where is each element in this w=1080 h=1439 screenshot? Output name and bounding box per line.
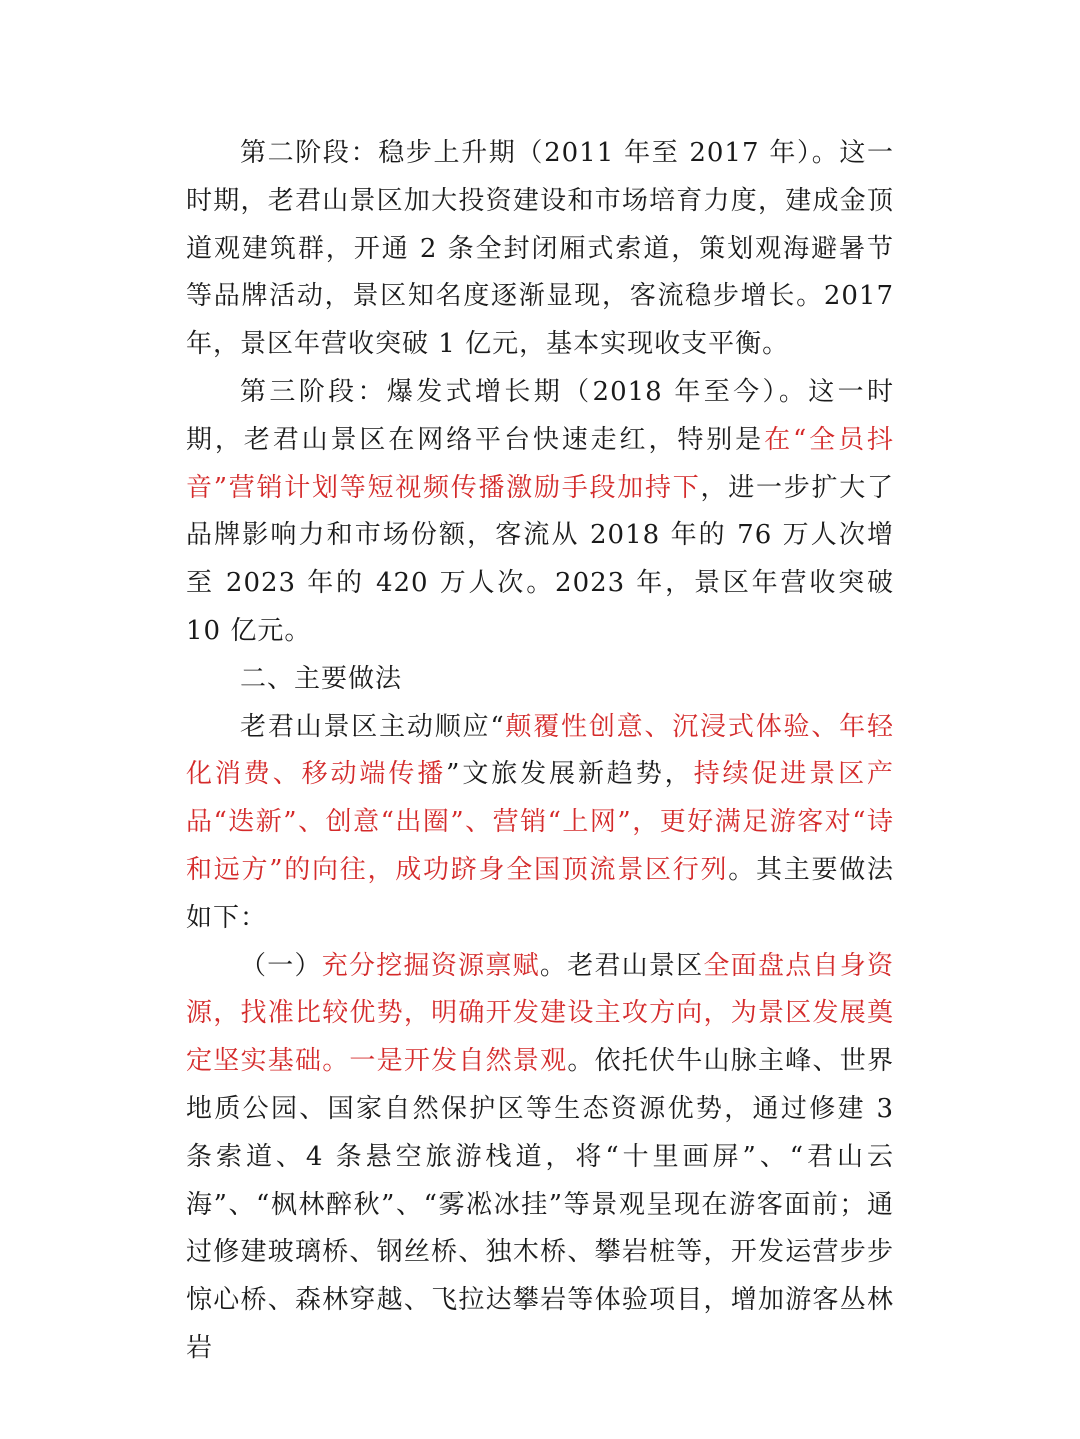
paragraph-text: 。其主要做法如下： (186, 854, 894, 933)
paragraph-stage-three (186, 369, 894, 656)
paragraph-text: ”文旅发展新趋势， (446, 759, 694, 790)
paragraph-stage-two (186, 130, 894, 369)
highlighted-text: 全面盘点自身资源，找准比较优势，明确开发建设主攻方向，为景区发展奠定坚实基础。一是开发自然景观 (186, 950, 894, 1077)
paragraph-text: ，进一步扩大了品牌影响力和市场份额，客流从 2018 年的 76 万人次增至 2023 年的 420 万人次。2023 年，景区年营收突破 10 亿元。 (186, 472, 894, 646)
paragraph-text: 第二阶段：稳步上升期（2011 年至 2017 年）。这一时期，老君山景区加大投资建设和市场培育力度，建成金顶道观建筑群，开通 2 条全封闭厢式索道，策划观海避暑节等品牌活动，景区知名度逐渐显现，客流稳步增长。2017 年，景区年营收突破 1 亿元，基本实现收支平衡。 (186, 138, 894, 360)
paragraph-text: （一） (240, 950, 322, 981)
paragraph-text: 老君山景区主动顺应“ (240, 711, 505, 742)
highlighted-text: 颠覆性创意、沉浸式体验、年轻化消费、移动端传播 (186, 711, 894, 790)
paragraph-text: 第三阶段：爆发式增长期（2018 年至今）。这一时期，老君山景区在网络平台快速走红，特别是 (186, 376, 894, 455)
document-body (186, 130, 894, 1373)
paragraph-text: 。老君山景区 (539, 950, 704, 981)
highlighted-text: 充分挖掘资源禀赋 (321, 950, 540, 981)
section-heading (186, 656, 894, 704)
highlighted-text: 持续促进景区产品“迭新”、创意“出圈”、营销“上网”，更好满足游客对“诗和远方”的向往，成功跻身全国顶流景区行列 (186, 759, 894, 885)
section-heading-text: 二、主要做法 (240, 663, 403, 694)
highlighted-text: 在“全员抖音”营销计划等短视频传播激励手段加持下 (186, 424, 894, 503)
paragraph-resource-endowment (186, 943, 894, 1373)
paragraph-text: 。依托伏牛山脉主峰、世界地质公园、国家自然保护区等生态资源优势，通过修建 3 条索道、4 条悬空旅游栈道，将“十里画屏”、“君山云海”、“枫林醉秋”、“雾凇冰挂”等景观呈现在游客面前；通过修建玻璃桥、钢丝桥、独木桥、攀岩桩等，开发运营步步惊心桥、森林穿越、飞拉达攀岩等体验项目，增加游客丛林岩 (186, 1046, 894, 1363)
paragraph-main-approach (186, 704, 894, 943)
